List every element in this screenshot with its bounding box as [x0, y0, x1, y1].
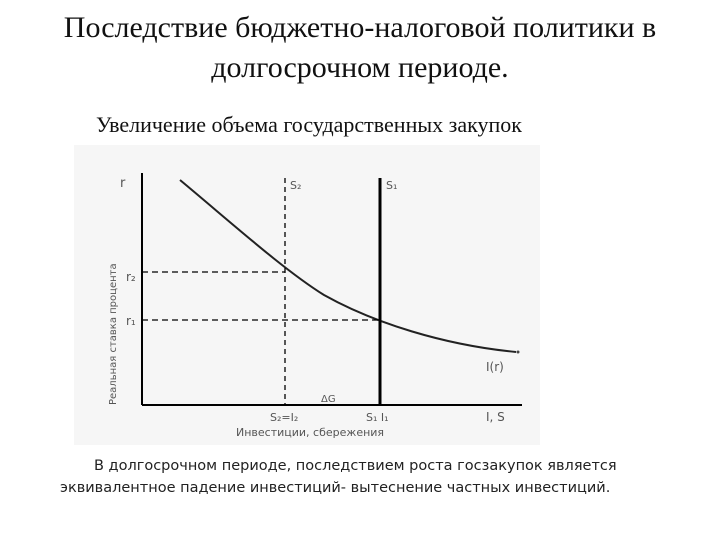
caption	[60, 455, 660, 499]
y-axis-label: Реальная ставка процента	[108, 263, 119, 405]
s2-label: S₂	[290, 179, 302, 192]
delta-g-label: ΔG	[321, 394, 336, 405]
s1-label: S₁	[386, 179, 398, 192]
page-title	[0, 8, 720, 88]
investment-curve	[180, 180, 516, 352]
curve-label: I(r)	[486, 360, 504, 374]
caption-line-1: В долгосрочном периоде, последствием роста госзакупок является	[94, 458, 617, 474]
title-line-1: Последствие бюджетно-налоговой политики в	[63, 11, 657, 44]
title-line-2: долгосрочном периоде.	[211, 51, 509, 84]
caption-line-2: эквивалентное падение инвестиций- вытеснение частных инвестиций.	[60, 480, 611, 496]
r1-label: r₁	[126, 314, 136, 328]
slide-subtitle: Увеличение объема государственных закупок	[96, 112, 522, 137]
r2-label: r₂	[126, 270, 136, 284]
x-axis-symbol: I, S	[486, 410, 505, 424]
s1-tick-label: S₁ I₁	[366, 411, 389, 424]
x-axis-label: Инвестиции, сбережения	[236, 426, 385, 439]
curve-end-dot	[517, 351, 520, 354]
s2-tick-label: S₂=I₂	[270, 411, 299, 424]
y-axis-symbol: r	[120, 176, 126, 191]
investment-savings-diagram	[74, 145, 540, 445]
diagram-svg	[74, 145, 540, 445]
